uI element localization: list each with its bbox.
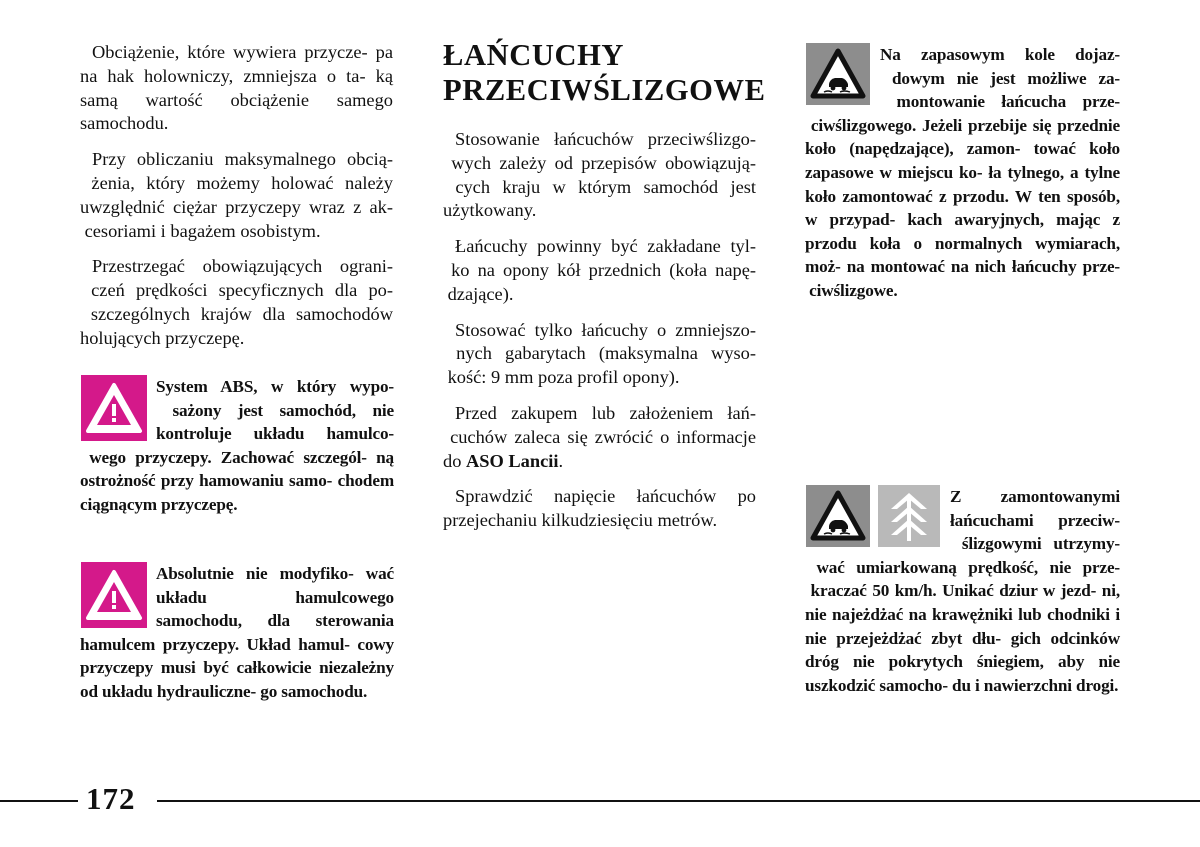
speed-limit-paragraph: Przestrzegać obowiązujących ograni- czeń prędkości specyficznych dla po- szczególnych krajów dla samochodów holujących przyczepę. [80,256,393,348]
chains-speed-note-top: Z zamontowanymi łańcuchami przeciw- ślizgowymi utrzymy- [805,487,1120,577]
spare-wheel-float [805,43,880,111]
section-title-line-1: ŁAŃCUCHY [443,38,625,72]
dealer-end: . [558,450,564,471]
spare-wheel-note-text [805,43,1120,303]
abs-warning-top: System ABS, w który wypo- sażony jest samochód, nie kontroluje układu hamulco- [80,377,394,467]
abs-warning-rest: wego przyczepy. Zachować szczegól- ną ostrożność przy hamowaniu samo- chodem ciągnącym przyczepę. [80,447,394,514]
chains-speed-note-text [805,485,1120,697]
chains-regulations-paragraph: Stosowanie łańcuchów przeciwślizgo- wych zależy od przepisów obowiązują- cych kraju w którym samochód jest użytkowany. [443,129,756,221]
dealer-paragraph [443,402,756,473]
brake-warning [80,562,394,704]
max-load-paragraph: Przy obliczaniu maksymalnego obcią- żenia, który możemy holować należy uwzględnić ciężar przyczepy wraz z ak- cesoriami i bagażem osobistym. [80,149,393,241]
spare-wheel-note-rest: ciwślizgowego. Jeżeli przebije się przednie koło (napędzające), zamon- tować koło zapasowe w miejscu ko- ła tylnego, a tylne koło zamontować z przodu. W ten sposób, w przypad- kach awaryjnych, mając z przodu koła o normalnych wymiarach, moż- na montować na nich łańcuchy prze- ciwślizgowe. [805,115,1120,300]
abs-warning [80,375,394,517]
front-wheels-paragraph: Łańcuchy powinny być zakładane tyl- ko na opony kół przednich (koła napę- dzające). [443,236,756,304]
chains-speed-float [805,485,950,550]
footer-rule-left [0,800,78,802]
brake-warning-float [80,562,156,632]
dealer-text: Przed zakupem lub założeniem łań- cuchów zaleca się zwrócić o informacje do [443,402,756,471]
left-column [80,41,393,351]
spare-wheel-note-top: Na zapasowym kole dojaz- dowym nie jest możliwe za- montowanie łańcucha prze- [805,45,1120,135]
footer-rule-right [157,800,1200,802]
chain-size-paragraph: Stosować tylko łańcuchy o zmniejszo- nych gabarytach (maksymalna wyso- kość: 9 mm poza profil opony). [443,319,756,388]
tension-paragraph: Sprawdzić napięcie łańcuchów po przejechaniu kilkudziesięciu metrów. [443,486,756,531]
brake-warning-top: Absolutnie nie modyfiko- wać układu hamulcowego samochodu, dla sterowania [156,564,394,631]
dealer-name: ASO Lancii [466,450,559,471]
brake-warning-rest: hamulcem przyczepy. Układ hamul- cowy przyczepy musi być całkowicie niezależny od układu hydrauliczne- go samochodu. [80,634,394,701]
spare-wheel-note [805,43,1120,303]
chains-speed-note-rest: wać umiarkowaną prędkość, nie prze- kraczać 50 km/h. Unikać dziur w jezd- ni, nie najeżdżać na krawężniki lub chodniki i nie przejeżdżać zbyt dłu- gich odcinków dróg nie pokrytych śniegiem, aby nie uszkodzić samocho- du i nawierzchni drogi. [805,557,1120,695]
page-number: 172 [86,781,136,816]
abs-warning-float [80,375,156,445]
chains-speed-note [805,485,1120,697]
section-title [443,38,766,108]
abs-warning-text [80,375,394,517]
section-title-line-2: PRZECIWŚLIZGOWE [443,73,766,107]
brake-warning-text [80,562,394,704]
towing-load-paragraph: Obciążenie, które wywiera przycze- pa na hak holowniczy, zmniejsza o ta- ką samą wartość obciążenie samego samochodu. [80,42,393,134]
middle-column [443,128,756,533]
